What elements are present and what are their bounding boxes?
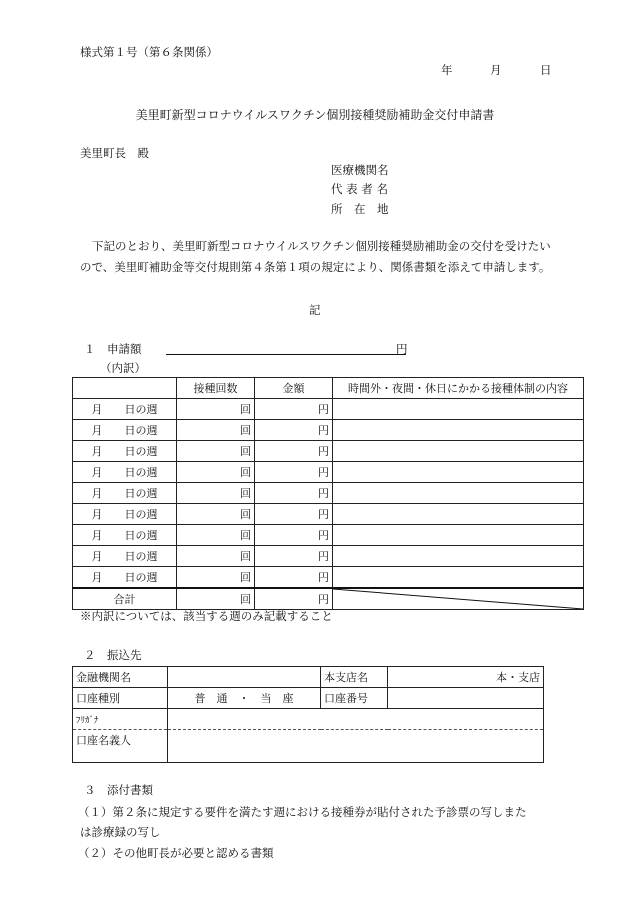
- amount-cell[interactable]: 円: [255, 567, 333, 589]
- bank-row: [73, 667, 544, 688]
- amount-cell[interactable]: 円: [255, 504, 333, 525]
- count-cell[interactable]: 回: [177, 504, 255, 525]
- applicant-address-label: 所 在 地: [331, 202, 389, 216]
- bank-name-label: 金融機関名: [73, 667, 168, 688]
- date-year: 年: [441, 63, 453, 77]
- breakdown-note: ※内訳については、該当する週のみ記載すること: [80, 609, 333, 623]
- document-title: 美里町新型コロナウイルスワクチン個別接種奨励補助金交付申請書: [135, 108, 495, 122]
- applicant-representative-label: 代 表 者 名: [331, 182, 388, 196]
- total-schedule-crossed-cell: [333, 588, 584, 610]
- count-cell[interactable]: 回: [177, 567, 255, 589]
- total-count-cell[interactable]: 回: [177, 588, 255, 610]
- schedule-cell[interactable]: [333, 567, 584, 589]
- account-number-label: 口座番号: [321, 688, 388, 709]
- date-month: 月: [490, 63, 502, 77]
- schedule-cell[interactable]: [333, 483, 584, 504]
- week-cell[interactable]: 月 日の週: [73, 441, 177, 462]
- addressee: 美里町長 殿: [80, 146, 149, 160]
- section2-heading: ２ 振込先: [84, 648, 142, 662]
- section3-heading: ３ 添付書類: [84, 783, 153, 797]
- schedule-cell[interactable]: [333, 525, 584, 546]
- count-cell[interactable]: 回: [177, 441, 255, 462]
- count-cell[interactable]: 回: [177, 462, 255, 483]
- amount-underline: [166, 354, 406, 355]
- amount-cell[interactable]: 円: [255, 420, 333, 441]
- breakdown-table: [72, 377, 584, 610]
- table-row: [73, 504, 584, 525]
- week-cell[interactable]: 月 日の週: [73, 546, 177, 567]
- furigana-row: [73, 709, 544, 730]
- amount-cell[interactable]: 円: [255, 525, 333, 546]
- table-row: [73, 483, 584, 504]
- ki-heading: 記: [309, 303, 321, 317]
- date-day: 日: [540, 63, 552, 77]
- schedule-cell[interactable]: [333, 399, 584, 420]
- table-row: [73, 567, 584, 589]
- branch-name-field[interactable]: 本・支店: [388, 667, 544, 688]
- total-amount-cell[interactable]: 円: [255, 588, 333, 610]
- breakdown-label: （内訳）: [100, 361, 146, 375]
- total-label: 合計: [73, 588, 177, 610]
- table-header-row: [73, 378, 584, 399]
- bank-transfer-table: [72, 666, 544, 763]
- count-cell[interactable]: 回: [177, 525, 255, 546]
- account-holder-row: [73, 730, 544, 763]
- count-cell[interactable]: 回: [177, 420, 255, 441]
- week-cell[interactable]: 月 日の週: [73, 420, 177, 441]
- account-type-row: [73, 688, 544, 709]
- table-row: [73, 525, 584, 546]
- account-holder-label: 口座名義人: [73, 730, 168, 763]
- amount-cell[interactable]: 円: [255, 399, 333, 420]
- schedule-cell[interactable]: [333, 462, 584, 483]
- diagonal-strike: [333, 589, 583, 609]
- schedule-cell[interactable]: [333, 420, 584, 441]
- header-blank: [73, 378, 177, 399]
- header-amount: 金額: [255, 378, 333, 399]
- furigana-label: ﾌﾘｶﾞﾅ: [73, 709, 168, 730]
- applicant-institution-label: 医療機関名: [331, 163, 389, 177]
- amount-yen: 円: [396, 342, 408, 356]
- account-number-field[interactable]: [388, 688, 544, 709]
- header-count: 接種回数: [177, 378, 255, 399]
- week-cell[interactable]: 月 日の週: [73, 462, 177, 483]
- week-cell[interactable]: 月 日の週: [73, 399, 177, 420]
- schedule-cell[interactable]: [333, 504, 584, 525]
- count-cell[interactable]: 回: [177, 399, 255, 420]
- table-row: [73, 462, 584, 483]
- week-cell[interactable]: 月 日の週: [73, 504, 177, 525]
- table-row: [73, 441, 584, 462]
- schedule-cell[interactable]: [333, 441, 584, 462]
- count-cell[interactable]: 回: [177, 483, 255, 504]
- attachment-item-2: （２）その他町長が必要と認める書類: [78, 846, 274, 860]
- bank-name-field[interactable]: [168, 667, 321, 688]
- week-cell[interactable]: 月 日の週: [73, 567, 177, 589]
- amount-cell[interactable]: 円: [255, 546, 333, 567]
- header-schedule: 時間外・夜間・休日にかかる接種体制の内容: [333, 378, 584, 399]
- amount-cell[interactable]: 円: [255, 462, 333, 483]
- week-cell[interactable]: 月 日の週: [73, 483, 177, 504]
- furigana-field[interactable]: [168, 709, 544, 730]
- amount-cell[interactable]: 円: [255, 483, 333, 504]
- table-row: [73, 420, 584, 441]
- request-paragraph: 下記のとおり、美里町新型コロナウイルスワクチン個別接種奨励補助金の交付を受けたいので、美里町補助金等交付規則第４条第１項の規定により、関係書類を添えて申請します。: [80, 239, 551, 274]
- amount-cell[interactable]: 円: [255, 441, 333, 462]
- section1-heading: １ 申請額: [84, 342, 142, 356]
- week-cell[interactable]: 月 日の週: [73, 525, 177, 546]
- attachment-item-1-line1: （１）第２条に規定する要件を満たす週における接種券が貼付された予診票の写しまた: [78, 805, 527, 819]
- account-type-label: 口座種別: [73, 688, 168, 709]
- total-row: [73, 588, 584, 610]
- attachment-item-1-line2: は診療録の写し: [80, 825, 161, 839]
- account-type-options[interactable]: 普 通 ・ 当 座: [168, 688, 321, 709]
- form-number: 様式第１号（第６条関係）: [80, 45, 218, 59]
- branch-name-label: 本支店名: [321, 667, 388, 688]
- count-cell[interactable]: 回: [177, 546, 255, 567]
- account-holder-field[interactable]: [168, 730, 544, 763]
- table-row: [73, 399, 584, 420]
- schedule-cell[interactable]: [333, 546, 584, 567]
- table-row: [73, 546, 584, 567]
